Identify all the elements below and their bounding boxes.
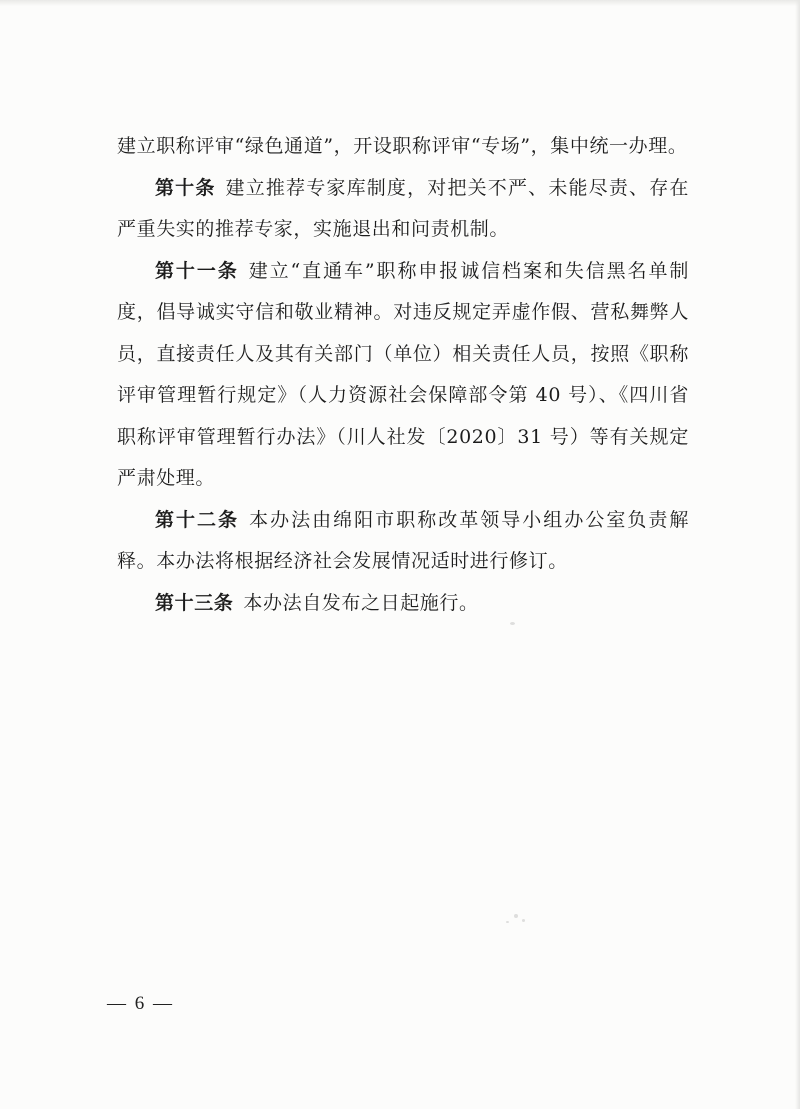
scan-speck: [510, 622, 515, 625]
scan-speck: [522, 919, 525, 922]
page-number: — 6 —: [107, 993, 174, 1014]
article-13: [117, 583, 689, 625]
paragraph-text: 建立推荐专家库制度，对把关不严、未能尽责、存在严重失实的推荐专家，实施退出和问责机制。: [117, 176, 689, 240]
article-number: 第十二条: [155, 508, 240, 531]
paragraph-text: 建立职称评审“绿色通道”，开设职称评审“专场”，集中统一办理。: [117, 135, 688, 157]
paragraph-text: 本办法由绵阳市职称改革领导小组办公室负责解释。本办法将根据经济社会发展情况适时进行修订。: [117, 508, 689, 572]
article-11: [117, 251, 689, 500]
scan-shadow-right: [795, 0, 800, 1109]
article-12: [117, 500, 689, 583]
document-body: [117, 126, 689, 624]
paragraph-continued: [117, 126, 689, 168]
scan-speck: [514, 914, 518, 918]
article-number: 第十三条: [155, 591, 234, 614]
paragraph-text: 本办法自发布之日起施行。: [243, 591, 479, 614]
article-number: 第十一条: [155, 259, 239, 282]
article-number: 第十条: [155, 176, 216, 199]
paragraph-text: 建立“直通车”职称申报诚信档案和失信黑名单制度，倡导诚实守信和敬业精神。对违反规定弄虚作假、营私舞弊人员，直接责任人及其有关部门（单位）相关责任人员，按照《职称评审管理暂行规定》（人力资源社会保障部令第 40 号）、《四川省职称评审管理暂行办法》（川人社发〔2020〕31 号）等有关规定严肃处理。: [117, 259, 689, 489]
scan-speck: [506, 921, 509, 923]
article-10: [117, 168, 689, 251]
scan-shadow-top: [0, 0, 800, 6]
